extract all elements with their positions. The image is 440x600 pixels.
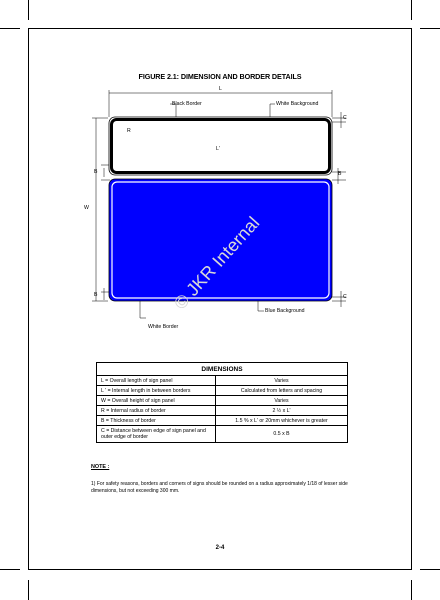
row-value: Calculated from letters and spacing [216,386,348,396]
table-row [97,376,348,386]
label-C-top: C [343,115,347,121]
watermark: © JKR Internal [170,212,264,314]
figure-title: FIGURE 2.1: DIMENSION AND BORDER DETAILS [138,72,302,81]
dimensions-table [96,362,348,443]
row-key: W = Overall height of sign panel [97,396,216,406]
row-key: C = Distance between edge of sign panel and outer edge of border [97,426,216,443]
row-value: 2 ½ x L' [216,406,348,416]
row-key: L = Overall length of sign panel [97,376,216,386]
table-row [97,416,348,426]
label-R: R [127,128,131,134]
row-key: B = Thickness of border [97,416,216,426]
label-white-background: White Background [276,101,319,107]
row-key: R = Internal radius of border [97,406,216,416]
label-B-bottom: B [94,292,98,298]
note-text: 1) For safety reasons, borders and corners of signs should be rounded on a radius approximately 1/18 of lesser side dimensions, but not exceeding 300 mm. [91,481,348,494]
dimensions-header: DIMENSIONS [97,363,348,376]
row-value: 0.5 x B [216,426,348,443]
crop-mark [411,580,412,600]
label-black-border: Black Border [172,101,202,107]
label-blue-background: Blue Background [265,308,305,314]
crop-mark [0,569,20,570]
label-B-left: B [94,169,98,175]
row-value: 1.5 % x L' or 20mm whichever is greater [216,416,348,426]
row-value: Varies [216,396,348,406]
label-white-border: White Border [148,324,179,330]
label-L: L [219,86,222,92]
table-row [97,426,348,443]
row-key: L ' = Internal length in between borders [97,386,216,396]
label-C-bottom: C [343,294,347,300]
crop-mark [420,569,440,570]
table-row [97,406,348,416]
label-B-right: B [338,171,342,177]
row-value: Varies [216,376,348,386]
table-row [97,396,348,406]
crop-mark [28,580,29,600]
label-W: W [84,205,89,211]
page-number: 2-4 [215,545,225,551]
table-row [97,386,348,396]
label-L-prime: L' [216,146,220,152]
note-heading: NOTE : [91,464,110,470]
